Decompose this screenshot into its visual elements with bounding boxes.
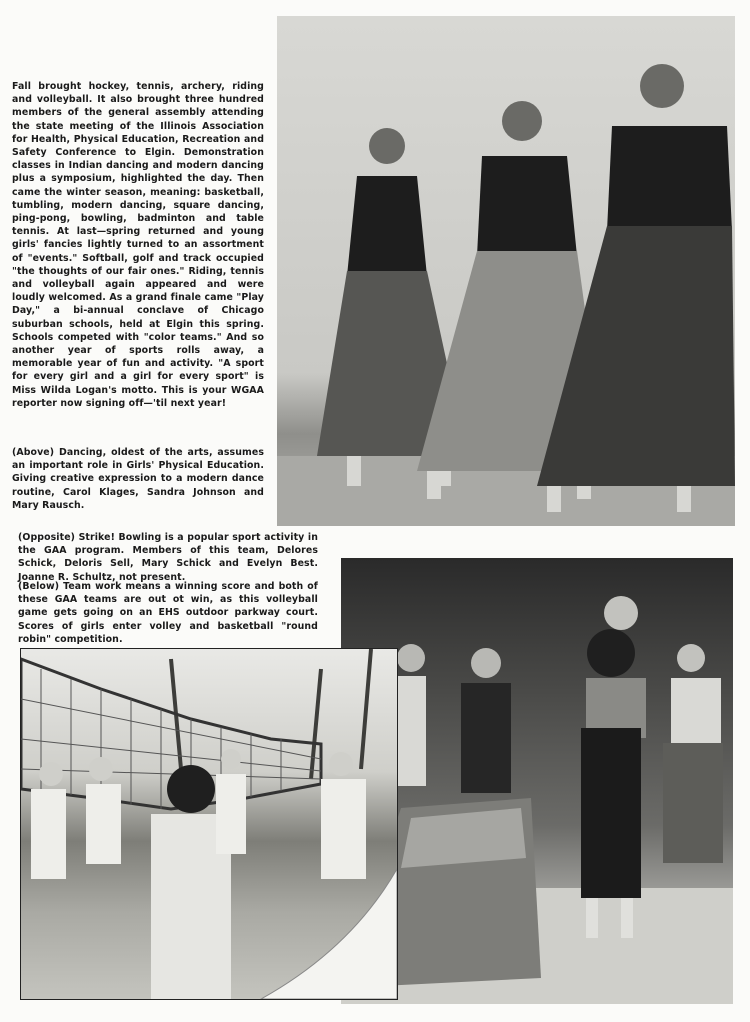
caption-volleyball: (Below) Team work means a winning score and both of these GAA teams are out ot win, as this volleyball game gets going on an EHS outdoor parkway court. Scores of girls enter volley and basketball "round robin" competition. [18,581,318,645]
player-figure [321,752,366,879]
intro-paragraph: Fall brought hockey, tennis, archery, riding and volleyball. It also brought three hundred members of the general assembly attending the state meeting of the Illinois Association for Health, Physical Education, Recreation and Safety Conference to Elgin. Demonstration classes in Indian dancing and modern dancing plus a symposium, highlighted the day. Then came the winter season, meaning: basketball, tumbling, modern dancing, square dancing, ping-pong, bowling, badminton and table tennis. At last—spring returned and young girls' fancies lightly turned to an assortment of "events." Softball, golf and track occupied "the thoughts of our fair ones." Riding, tennis and volleyball again appeared and were loudly welcomed. As a grand finale came "Play Day," a bi-annual conclave of Chicago suburban schools, held at Elgin this spring. Schools competed with "color teams." And so another year of sports rolls away, a memorable year of fun and activity. "A sport for every girl and a girl for every sport" is Miss Wilda Logan's motto. This is your WGAA reporter now signing off—'til next year! [12,81,264,409]
bowling-photo [341,558,733,1004]
bowler-figure [663,644,723,863]
bowler-figure [581,596,646,938]
player-figure [31,762,66,879]
dance-photo [277,16,735,526]
bowler-figure [396,644,426,786]
player-figure [86,757,121,864]
volleyball-photo [20,648,398,1000]
bowler-figure [461,648,511,793]
caption-dance: (Above) Dancing, oldest of the arts, assumes an important role in Girls' Physical Education. Giving creative expression to a modern dance routine, Carol Klages, Sandra Johnson and Mary Rausch. [12,447,264,511]
caption-bowling: (Opposite) Strike! Bowling is a popular sport activity in the GAA program. Members of this team, Delores Schick, Deloris Sell, Mary Schick and Evelyn Best. Joanne R. Schultz, not present. [18,532,318,583]
